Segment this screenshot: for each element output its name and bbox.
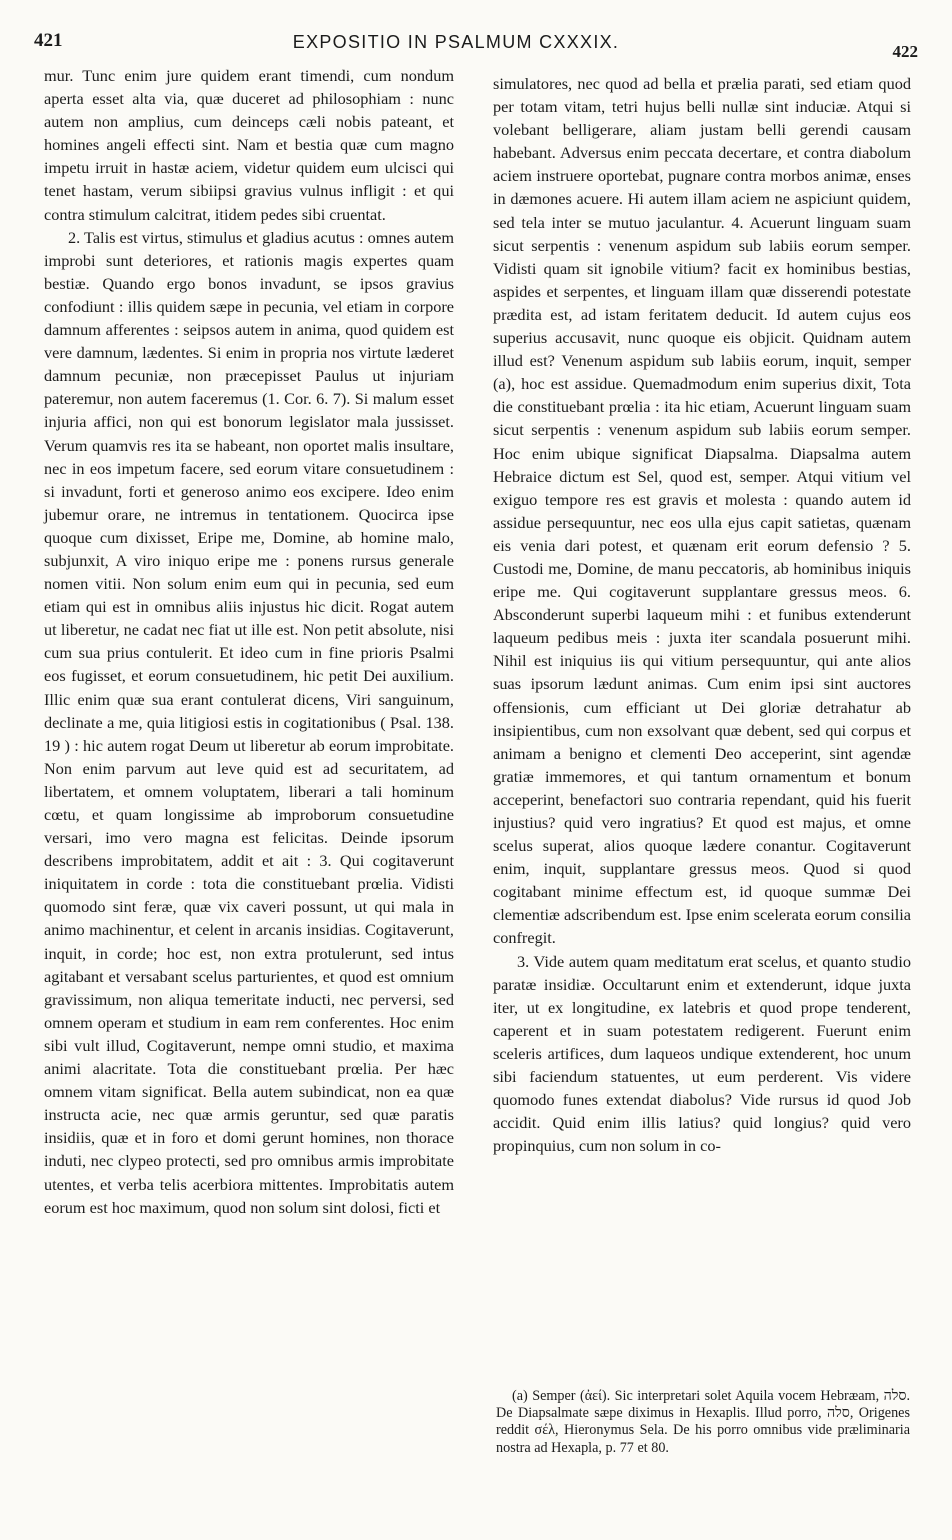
paragraph: 2. Talis est virtus, stimulus et gladius acutus : omnes autem improbi sunt deteriores, et rationis magis expertes quam bestiæ. Quando ergo bonos invadunt, se ipsos gravius confodiunt : illis quidem sæpe in pecunia, vel etiam in corpore damnum afferentes : seipsos autem in anima, quod quidem est vere damnum, lædentes. Si enim in propria nos virtute læderet damnum pecuniæ, non præcepisset Paulus ut injuriam pateremur, non autem faceremus (1. Cor. 6. 7). Si malum esset injuria affici, non qui est bonorum legislator mala jussisset. Verum quamvis res ita se habeant, non oportet malis insultare, nec in eos impetum facere, sed eorum vitare consuetudinem : si invadunt, forti et generoso animo eos excipere. Ideo enim jubemur orare, ne intremus in tentationem. Quocirca ipse quoque cum dixisset, Eripe me, Domine, ab homine malo, subjunxit, A viro iniquo eripe me : ponens rursus generale nomen vitii. Non solum enim eum qui in pecunia, sed eum etiam qui est in omnibus aliis injustus hic dicit. Rogat autem ut liberetur, ne cadat nec fiat ut ille est. Non petit absolute, nisi cum sua prius contulerit. Et ideo cum in fine prioris Psalmi eos fugisset, et eorum consuetudinem, hic petit Dei auxilium. Illic enim quæ sua erant contulerat dicens, Viri sanguinum, declinate a me, quia litigiosi estis in cogitationibus ( Psal. 138. 19 ) : hic autem rogat Deum ut liberetur ab eorum improbitate. Non enim parvum aut leve quid est ad securitatem, ad libertatem, et omnem voluptatem, liberari a tali hominum cœtu, et quam longissime ab improborum consuetudine versari, imo vero magna est felicitas. Deinde ipsorum describens improbitatem, addit et ait : 3. Qui cogitaverunt iniquitatem in corde : tota die constituebant prœlia. Vidisti quomodo sint feræ, quæ vix caveri possunt, ut qui mala in animo machinentur, et celent in arcanis insidias. Cogitaverunt, inquit, in corde; hoc est, non extra protulerunt, sed intus agitabant et versabant scelus parturientes, et quod est omnium gravissimum, non aliqua temeritate inducti, nec perversi, sed omnem operam et studium in eam rem conferentes. Hoc enim sibi vult illud, Cogitaverunt, nempe omni studio, et maxima animi alacritate. Tota die constituebant prœlia. Per hæc omnem vitam significat. Bella autem subindicat, non ea quæ instructa acie, nec quæ armis geruntur, sed quæ paratis insidiis, quæ et in foro et domi gerunt homines, non thorace induti, nec clypeo protecti, sed pro omnibus armis improbitate utentes, et verba telis acerbiora mittentes. Improbitatis autem eorum est hoc maximum, quod non solum sint dolosi, ficti et xyxy=(44,227,454,1217)
page-number-right: 422 xyxy=(892,42,918,61)
footnote-text: (a) Semper (ἀεί). Sic interpretari solet Aquila vocem Hebræam, סלה. De Diapsalmate sæpe diximus in Hexaplis. Illud porro, סלה, Origenes reddit σέλ, Hieronymus Sela. De his porro omnibus vide præliminaria nostra ad Hexapla, p. 77 et 80. xyxy=(496,1388,911,1456)
paragraph: mur. Tunc enim jure quidem erant timendi, cum nondum aperta esset alta via, quæ duceret ad philosophiam : nunc autem non amplius, cum deinceps cæli nobis pateant, et homines angeli effecti sint. Nam et bestia quæ cum magno impetu irruit in hastæ aciem, videtur quidem eum ulcisci qui tenet hastam, verum sibiipsi gravius vulnus infligit : et qui contra stimulum calcitrat, itidem pedes sibi cruentat. xyxy=(44,66,454,224)
page-number-left: 421 xyxy=(34,30,63,51)
running-title: EXPOSITIO IN PSALMUM CXXXIX. xyxy=(292,32,620,52)
right-column xyxy=(493,72,911,1157)
left-column xyxy=(44,64,454,1219)
paragraph: 3. Vide autem quam meditatum erat scelus, et quanto studio paratæ insidiæ. Occultarunt enim et extenderunt, idque juxta iter, ut ex longitudine, ex latebris et quod prope tenderent, caperent et in suam potestatem redigerent. Fuerunt enim sceleris artifices, dum laqueos undique extenderent, hoc unum sibi faciendum statuentes, ut eum perderent. Vis videre quomodo funes extendat diabolus? Vide rursus id quod Job accidit. Quid enim illis latius? quid longius? quid vero propinquius, cum non solum in co- xyxy=(493,951,911,1156)
page-header xyxy=(34,30,918,60)
footnote xyxy=(496,1388,910,1457)
paragraph: simulatores, nec quod ad bella et prælia parati, sed etiam quod per totam vitam, tetri hujus belli nullæ sint induciæ. Atqui si volebant belligerare, aliam justam belli gerendi causam habebant. Adversus enim peccata decertare, et contra diabolum aciem instruere oportebat, pugnare contra morbos animæ, enses in dæmones acuere. Hi autem illam aciem ne aspiciunt quidem, sed tela inter se mutuo jaculantur. 4. Acuerunt linguam suam sicut serpentis : venenum aspidum sub labiis eorum semper. Vidisti quam sit ignobile vitium? facit ex hominibus bestias, aspides et serpentes, et linguam illam quæ disserendi potestate prædita est, ad istam feritatem deducit. Id autem cujus eos superius accusavit, nunc quoque eis objicit. Quidnam autem illud est? Venenum aspidum sub labiis eorum, inquit, semper (a), hoc est assidue. Quemadmodum enim superius dixit, Tota die constituebant prœlia : ita hic etiam, Acuerunt linguam suam sicut serpentis : venenum aspidum sub labiis eorum semper. Hoc enim ubique significat Diapsalma. Diapsalma autem Hebraice dictum est Sel, quod est, semper. Atqui vitium vel exiguo tempore res est gravis et molesta : quando autem id assidue persequuntur, nec eos ulla ejus capit satietas, quænam eis venia dari potest, et quænam erit eorum defensio ? 5. Custodi me, Domine, de manu peccatoris, ab hominibus iniquis eripe me. Qui cogitaverunt supplantare gressus meos. 6. Absconderunt superbi laqueum mihi : et funibus extenderunt laqueum pedibus meis : juxta iter scandala posuerunt mihi. Nihil est iniquius iis qui vitium persequuntur, qui ante alios suas ipsorum lædunt animas. Cum enim ipsi sint auctores offensionis, cum efficiant ut Dei gloriæ detrahatur ab insipientibus, cum non exsolvant quæ debent, sed qui corpus et animam a benigno et clementi Deo acceperint, sint agendæ gratiæ immemores, et qui tantum ornamentum et bonum acceperint, benefactori suo contraria rependant, quid his fuerit injustius? quid vero ingratius? Et quod est majus, et omne scelus superat, alios quoque lædere conantur. Cogitaverunt enim, inquit, supplantare gressus meos. Quod si quod cogitabant minime effectum est, id quoque summæ Dei clementiæ adscribendum est. Ipse enim scelerata eorum consilia confregit. xyxy=(493,74,911,948)
